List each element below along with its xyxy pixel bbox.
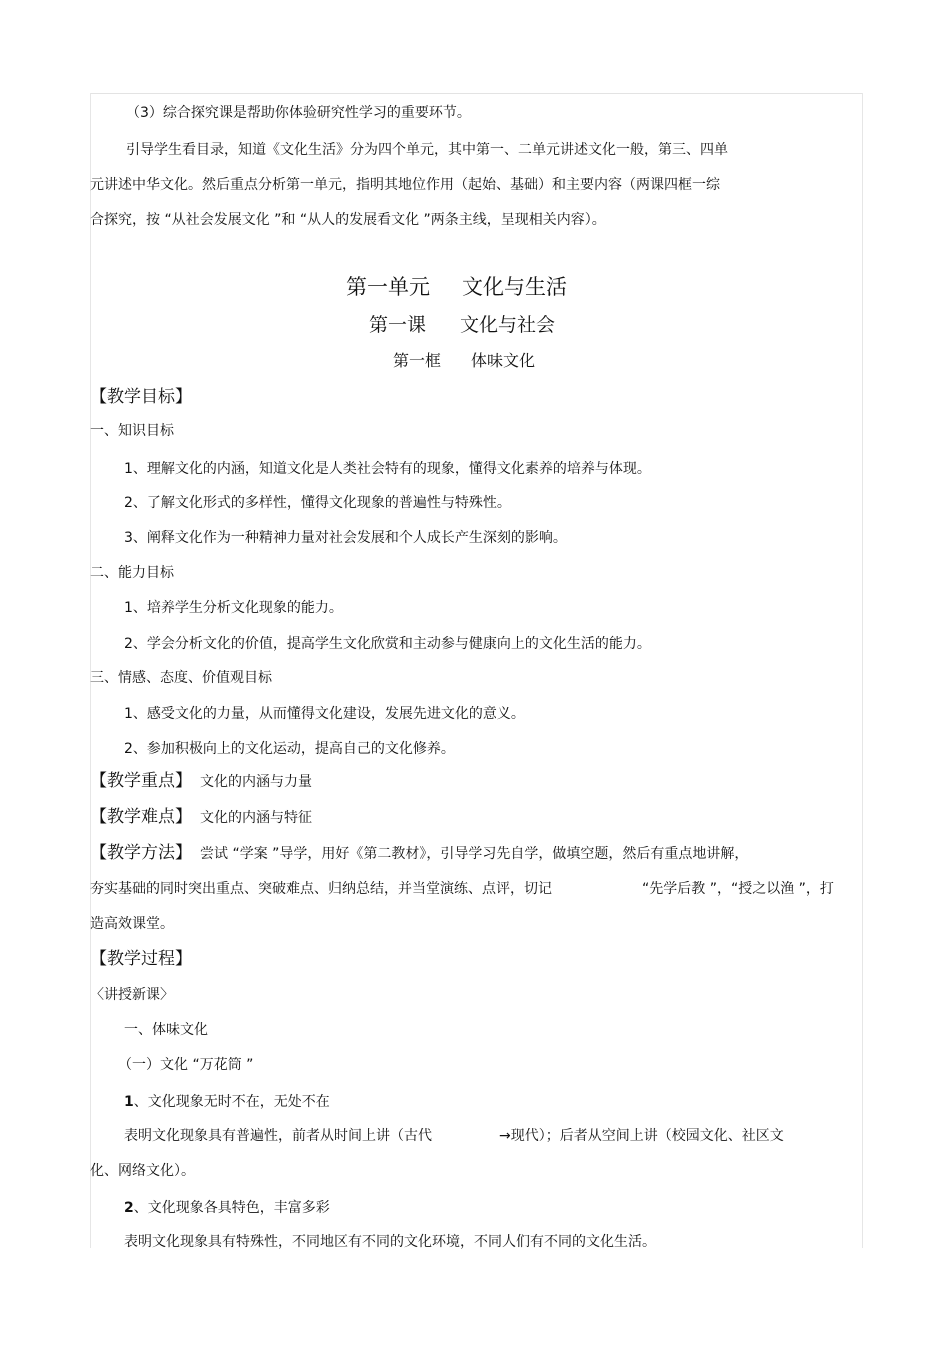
point-2-number: 2 [124,1200,134,1216]
page-frame-right [862,93,863,1248]
key-points [90,772,312,791]
unit-title: 文化与生活 [462,275,567,299]
methods [90,844,748,863]
point-1-desc-b: →现代）；后者从空间上讲（校园文化、社区文 [499,1128,784,1144]
intro-line-2: 引导学生看目录，知道《文化生活》分为四个单元，其中第一、二单元讲述文化一般，第三、四单 [126,142,728,158]
methods-line-2b: “先学后教 ”，“授之以渔 ”，打 [642,881,834,897]
point-1-desc-c: 化、网络文化）。 [90,1163,195,1179]
knowledge-item-3: 3、阐释文化作为一种精神力量对社会发展和个人成长产生深刻的影响。 [124,530,567,546]
ability-title: 二、能力目标 [90,565,174,581]
process-subtitle: 〈讲授新课〉 [90,987,174,1003]
ability-item-1: 1、培养学生分析文化现象的能力。 [124,600,343,616]
methods-line-1: 尝试 “学案 ”导学，用好《第二教材》，引导学习先自学，做填空题，然后有重点地讲解， [200,846,749,862]
intro-line-3: 元讲述中华文化。然后重点分析第一单元，指明其地位作用（起始、基础）和主要内容（两课四框一综 [90,177,720,193]
frame-title: 体味文化 [471,351,536,370]
unit-label: 第一单元 [346,275,430,299]
process-title: 【教学过程】 [90,949,192,969]
emotion-title: 三、情感、态度、价值观目标 [90,670,272,686]
intro-line-4: 合探究，按 “从社会发展文化 ”和 “从人的发展看文化 ”两条主线，呈现相关内容）。 [90,212,606,228]
lesson-label: 第一课 [369,314,427,336]
frame-label: 第一框 [393,351,442,370]
key-points-label: 【教学重点】 [90,771,192,791]
point-1-number: 1 [124,1094,134,1110]
difficulties-label: 【教学难点】 [90,807,192,827]
lesson-heading [369,313,555,337]
methods-line-2a: 夯实基础的同时突出重点、突破难点、归纳总结，并当堂演练、点评，切记 [90,881,552,897]
knowledge-item-2: 2、了解文化形式的多样性，懂得文化现象的普遍性与特殊性。 [124,495,511,511]
difficulties [90,808,312,827]
objectives-title: 【教学目标】 [90,387,192,407]
knowledge-title: 一、知识目标 [90,423,174,439]
page-frame-top [90,93,862,94]
intro-line-1: （3）综合探究课是帮助你体验研究性学习的重要环节。 [126,105,471,121]
emotion-item-1: 1、感受文化的力量，从而懂得文化建设，发展先进文化的意义。 [124,706,525,722]
difficulties-text: 文化的内涵与特征 [200,810,312,826]
point-2 [124,1199,330,1217]
subsection-1-title: （一）文化 “万花筒 ” [118,1057,254,1073]
section-1-title: 一、体味文化 [124,1022,208,1038]
point-1-text: 、文化现象无时不在，无处不在 [133,1094,330,1110]
emotion-item-2: 2、参加积极向上的文化运动，提高自己的文化修养。 [124,741,455,757]
point-1-desc-a: 表明文化现象具有普遍性，前者从时间上讲（古代 [124,1128,432,1144]
point-2-text: 、文化现象各具特色，丰富多彩 [133,1200,330,1216]
ability-item-2: 2、学会分析文化的价值，提高学生文化欣赏和主动参与健康向上的文化生活的能力。 [124,636,651,652]
methods-line-3: 造高效课堂。 [90,916,174,932]
unit-heading [346,274,567,300]
lesson-title: 文化与社会 [460,314,556,336]
key-points-text: 文化的内涵与力量 [200,774,312,790]
methods-label: 【教学方法】 [90,843,192,863]
frame-heading [393,351,535,371]
knowledge-item-1: 1、理解文化的内涵，知道文化是人类社会特有的现象，懂得文化素养的培养与体现。 [124,461,651,477]
point-1 [124,1093,330,1111]
point-2-desc: 表明文化现象具有特殊性，不同地区有不同的文化环境，不同人们有不同的文化生活。 [124,1234,656,1250]
